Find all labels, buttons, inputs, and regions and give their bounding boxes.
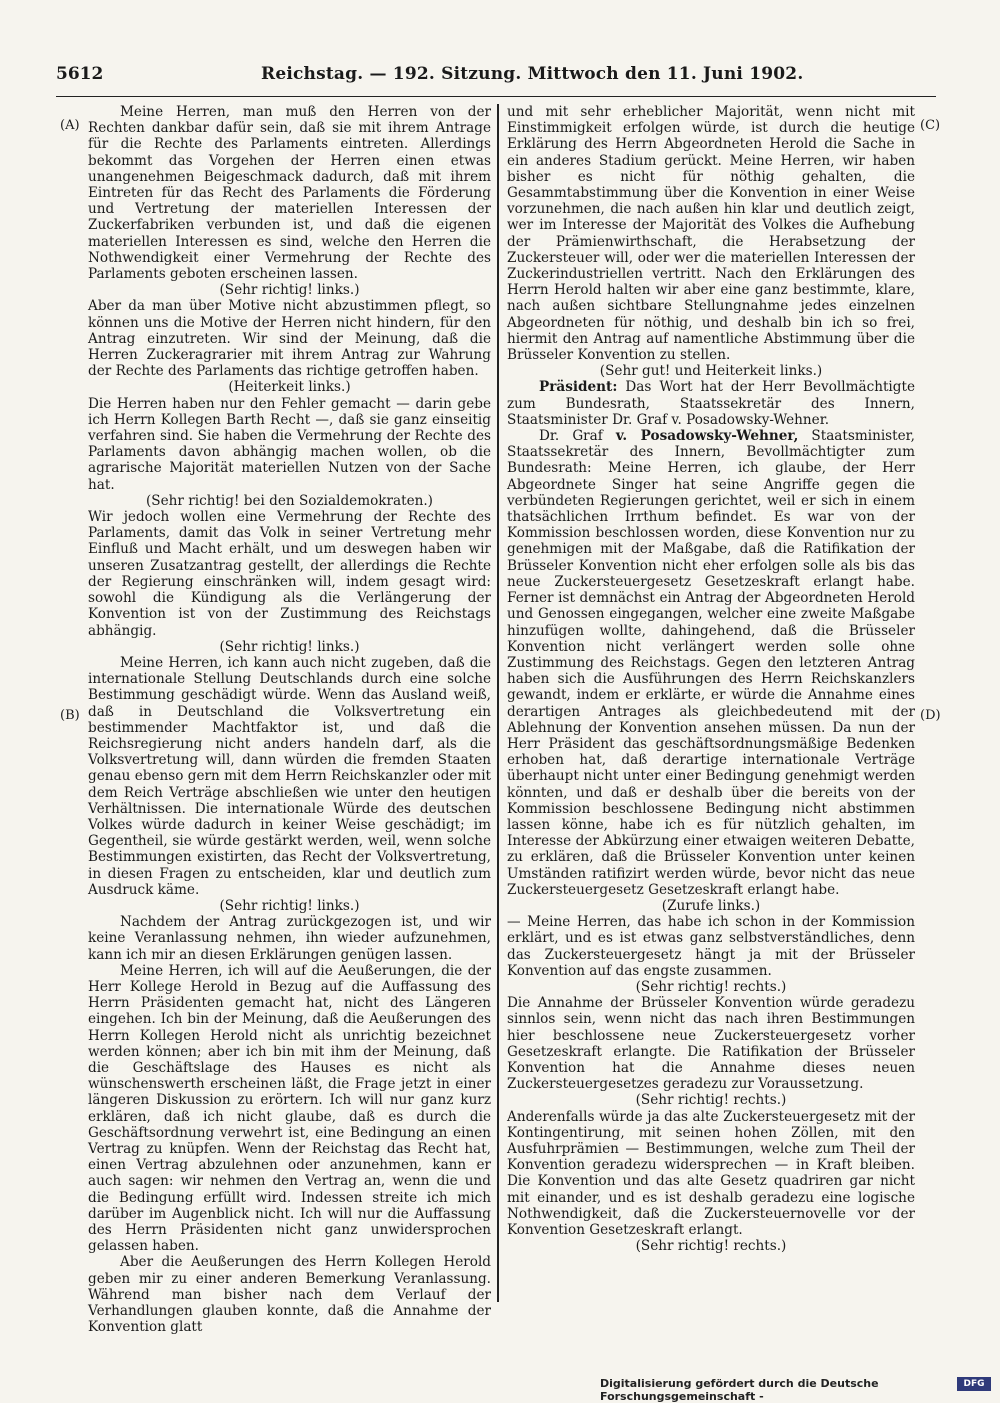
paragraph: Wir jedoch wollen eine Vermehrung der Rechte des Parlaments, damit das Volk in seiner Vertretung mehr Einfluß und Macht erhält, und um deswegen haben wir unseren Zusatzantrag gestellt, der allerdings die Rechte der Regierung einschränken will, indem gesagt wird: sowohl die Kündigung als die Verlängerung der Konvention ist von der Zustimmung des Reichstags abhängig. <box>88 509 491 639</box>
speaker-name: v. Posadowsky-Wehner, <box>615 428 799 445</box>
margin-marker-b: (B) <box>60 708 80 723</box>
left-column <box>88 104 491 1335</box>
speaker-title: Dr. Graf <box>539 428 616 445</box>
interjection: (Sehr richtig! rechts.) <box>635 978 787 995</box>
paragraph: — Meine Herren, das habe ich schon in der Kommission erklärt, und es ist etwas ganz selbstverständliches, denn das Zuckersteuergesetz hängt ja mit der Brüsseler Konvention auf das engste zusammen. <box>507 914 915 979</box>
right-column <box>507 104 915 1254</box>
page-header <box>56 64 936 90</box>
paragraph: Aber die Aeußerungen des Herrn Kollegen Herold geben mir zu einer anderen Bemerkung Veranlassung. Während man bisher nach dem Verlauf der Verhandlungen glauben konnte, daß die Annahme der Konvention glatt <box>88 1254 491 1336</box>
interjection: (Zurufe links.) <box>661 897 761 914</box>
paragraph: Aber da man über Motive nicht abzustimmen pflegt, so können uns die Motive der Herren nicht hindern, für den Antrag einzutreten. Wir sind der Meinung, daß die Herren Zuckeragrarier mit ihrem Antrag zur Wahrung der Rechte des Parlaments das richtige getroffen haben. <box>88 298 491 380</box>
interjection: (Sehr gut! und Heiterkeit links.) <box>599 363 823 380</box>
margin-marker-c: (C) <box>920 118 941 133</box>
interjection: (Sehr richtig! links.) <box>219 282 360 299</box>
paragraph: und mit sehr erheblicher Majorität, wenn nicht mit Einstimmigkeit erfolgen würde, ist durch die heutige Erklärung des Herrn Abgeordneten Herold die Sache in ein anderes Stadium gerückt. Meine Herren, wir haben bisher es nicht für nöthig gehalten, die Gesammtabstimmung über die Konvention in einer Weise vorzunehmen, die nach außen hin klar und deutlich zeigt, wer im Interesse der Majorität des Volkes die Aufhebung der Prämienwirthschaft, die Herabsetzung der Zuckersteuer will, oder wer die materiellen Interessen der Zuckerindustriellen vertritt. Nach den Erklärungen des Herrn Herold halten wir aber eine ganz bestimmte, klare, nach außen sichtbare Stellungnahme jedes einzelnen Abgeordneten für nöthig, und deshalb bin ich so frei, hiermit den Antrag auf namentliche Abstimmung über die Brüsseler Konvention zu stellen. <box>507 104 915 364</box>
speech-text: Das Wort hat der Herr Bevollmächtigte zum Bundesrath, Staatssekretär des Innern, Staatsminister Dr. Graf v. Posadowsky-Wehner. <box>507 379 915 428</box>
dfg-logo: DFG <box>957 1377 991 1391</box>
paragraph: Die Herren haben nur den Fehler gemacht — darin gebe ich Herrn Kollegen Barth Recht —, daß sie ganz einseitig verfahren sind. Sie haben die Vermehrung der Rechte des Parlaments davon abhängig machen wollen, ob die agrarische Majorität materiellen Nutzen von der Sache hat. <box>88 395 491 493</box>
interjection: (Sehr richtig! bei den Sozialdemokraten.) <box>146 492 433 509</box>
paragraph: Nachdem der Antrag zurückgezogen ist, und wir keine Veranlassung nehmen, ihn wieder aufzunehmen, kann ich mir an diesen Erklärungen genügen lassen. <box>88 914 491 963</box>
paragraph: Meine Herren, ich will auf die Aeußerungen, die der Herr Kollege Herold in Bezug auf die Auffassung des Herrn Präsidenten gemacht hat, nicht des Längeren eingehen. Ich bin der Meinung, daß die Aeußerungen des Herrn Kollegen Herold nicht als unrichtig bezeichnet werden können; aber ich bin mit ihm der Meinung, daß die Geschäftslage des Hauses es nicht als wünschenswerth erscheinen läßt, die Frage jetzt in einer längeren Diskussion zu erörtern. Ich will nur ganz kurz erklären, daß ich nicht glaube, daß es durch die Geschäftsordnung verwehrt ist, eine Bedingung an einen Vertrag zu knüpfen. Wenn der Reichstag das Recht hat, einen Vertrag abzulehnen oder anzunehmen, kann er auch sagen: wir nehmen den Vertrag an, wenn die und die Bedingung erfüllt wird. Indessen streite ich mich darüber im Augenblick nicht. Ich will nur die Auffassung des Herrn Präsidenten nicht ganz unwidersprochen gelassen haben. <box>88 962 491 1255</box>
page-number: 5612 <box>56 64 104 84</box>
paragraph: Anderenfalls würde ja das alte Zuckersteuergesetz mit der Kontingentirung, mit seinen hohen Zöllen, mit den Ausfuhrprämien — Bestimmungen, welche zum Theil der Konvention geradezu widersprechen — in Kraft bleiben. Die Konvention und das alte Gesetz quadriren gar nicht mit einander, und es ist deshalb geradezu eine logische Nothwendigkeit, daß die Zuckersteuernovelle vor der Konvention Gesetzeskraft erlangt. <box>507 1108 915 1239</box>
margin-marker-d: (D) <box>920 708 941 723</box>
speaker-paragraph <box>507 379 915 428</box>
paragraph: Die Annahme der Brüsseler Konvention würde geradezu sinnlos sein, wenn nicht das nach ihren Bestimmungen hier beschlossene neue Zuckersteuergesetz vorher Gesetzeskraft erlangte. Die Ratifikation der Brüsseler Konvention hat die Annahme dieses neuen Zuckersteuergesetzes geradezu zur Voraussetzung. <box>507 995 915 1093</box>
funding-credit: Digitalisierung gefördert durch die Deutsche Forschungsgemeinschaft - <box>600 1377 879 1403</box>
speaker-name: Präsident: <box>539 379 618 396</box>
running-title: Reichstag. — 192. Sitzung. Mittwoch den 11. Juni 1902. <box>261 64 804 84</box>
paragraph: Meine Herren, man muß den Herren von der Rechten dankbar dafür sein, daß sie mit ihrem Antrage für die Rechte des Parlaments eintreten. Allerdings bekommt das Vorgehen der Herren einen etwas unangenehmen Beigeschmack dadurch, daß mit ihrem Eintreten für das Recht des Parlaments die Förderung und Vertretung der materiellen Interessen der Zuckerfabriken verbunden ist, und daß die eigenen materiellen Interessen es sind, welche den Herren die Nothwendigkeit einer Vermehrung der Rechte des Parlaments geboten erscheinen lassen. <box>88 104 491 283</box>
page-footer <box>600 1377 995 1403</box>
speech-text: Staatsminister, Staatssekretär des Innern, Bevollmächtigter zum Bundesrath: Meine Herren, ich glaube, der Herr Abgeordnete Singer hat seine Angriffe gegen die verbündeten Regierungen gerichtet, weil er sich in einem thatsächlichen Irrthum befindet. Es war von der Kommission beschlossen worden, diese Konvention nur zu genehmigen mit der Maßgabe, daß die Ratifikation der Brüsseler Konvention nicht eher erfolgen solle als bis das neue Zuckersteuergesetz Gesetzeskraft erlangt habe. Ferner ist demnächst ein Antrag der Abgeordneten Herold und Genossen eingegangen, welcher eine zweite Maßgabe hinzufügen wollte, dahingehend, daß die Brüsseler Konvention nicht verlängert werden solle ohne Zustimmung des Reichstags. Gegen den letzteren Antrag haben sich die Ausführungen des Herrn Reichskanzlers gewandt, indem er erklärte, er würde die Annahme eines derartigen Antrages als gleichbedeutend mit der Ablehnung der Konvention ansehen müssen. Da nun der Herr Präsident das geschäftsordnungsmäßige Bedenken erhoben hat, daß derartige internationale Verträge überhaupt nicht unter einer Bedingung genehmigt werden könnten, und daß er deshalb über die bereits von der Kommission beschlossene Bedingung nicht abstimmen lassen könne, habe ich es für nützlich gehalten, im Interesse der Abkürzung einer etwaigen weiteren Debatte, zu erklären, daß die Brüsseler Konvention unter keinen Umständen ratifizirt werden würde, bevor nicht das neue Zuckersteuergesetz Gesetzeskraft erlangt habe. <box>507 428 915 898</box>
paragraph: Meine Herren, ich kann auch nicht zugeben, daß die internationale Stellung Deutschlands durch eine solche Bestimmung geschädigt würde. Wenn das Ausland weiß, daß in Deutschland die Volksvertretung ein bestimmender Machtfaktor ist, und daß die Reichsregierung nicht anders handeln darf, als die Volksvertretung will, dann würden die fremden Staaten genau ebenso gern mit dem Herrn Reichskanzler oder mit dem Reich Verträge abschließen wie unter den heutigen Verhältnissen. Die internationale Würde des deutschen Volkes würde dadurch in keiner Weise geschädigt; im Gegentheil, sie würde gestärkt werden, weil, wenn solche Bestimmungen existirten, das Recht der Volksvertretung, in diesen Fragen zu entscheiden, klar und deutlich zum Ausdruck käme. <box>88 654 491 898</box>
speaker-paragraph <box>507 428 915 898</box>
header-rule <box>56 96 936 97</box>
interjection: (Sehr richtig! links.) <box>219 638 360 655</box>
interjection: (Sehr richtig! rechts.) <box>635 1238 787 1255</box>
interjection: (Heiterkeit links.) <box>228 379 351 396</box>
interjection: (Sehr richtig! links.) <box>219 897 360 914</box>
interjection: (Sehr richtig! rechts.) <box>635 1092 787 1109</box>
margin-marker-a: (A) <box>60 118 80 133</box>
column-divider <box>497 104 499 1302</box>
